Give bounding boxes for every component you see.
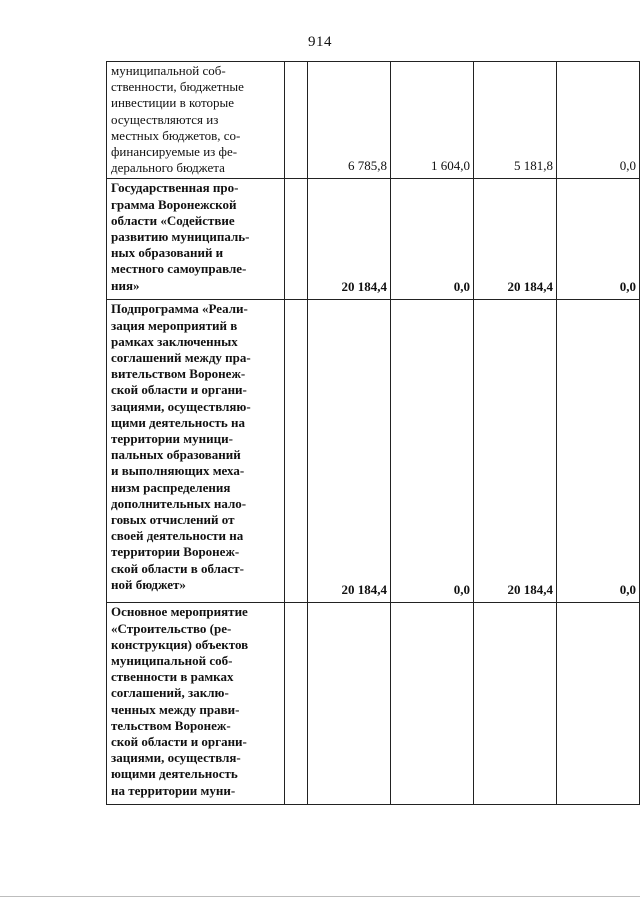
value-cell-3 [474,603,557,805]
page-bottom-rule [0,896,640,897]
budget-table [106,61,640,805]
empty-cell [285,179,308,300]
value-cell-1: 20 184,4 [308,300,391,603]
table-row [107,300,640,603]
value-cell-2: 0,0 [391,179,474,300]
row-name-cell: муниципальной соб- ственности, бюджетные инвестиции в которые осуществляются из местных бюджетов, со- финансируемые из фе- дерального бюджета [107,62,285,179]
value-cell-2 [391,603,474,805]
value-cell-1: 6 785,8 [308,62,391,179]
value-cell-2: 0,0 [391,300,474,603]
value-cell-3: 20 184,4 [474,300,557,603]
table-row [107,603,640,805]
row-name-cell: Основное мероприятие «Строительство (ре- конструкция) объектов муниципальной соб- ственности в рамках соглашений, заклю- ченных между прави- тельством Воронеж- ской области и органи- зациями, осуществля- ющими деятельность на территории муни- [107,603,285,805]
value-cell-4: 0,0 [557,300,640,603]
value-cell-4: 0,0 [557,179,640,300]
empty-cell [285,62,308,179]
page-number: 914 [308,34,332,50]
value-cell-1: 20 184,4 [308,179,391,300]
value-cell-3: 5 181,8 [474,62,557,179]
empty-cell [285,603,308,805]
value-cell-3: 20 184,4 [474,179,557,300]
row-name-cell: Подпрограмма «Реали- зация мероприятий в рамках заключенных соглашений между пра- вительством Воронеж- ской области и органи- зациями, осуществляю- щими деятельность на территории муници- пальных образований и выполняющих меха- низм распределения дополнительных нало- говых отчислений от своей деятельности на территории Воронеж- ской области в област- ной бюджет» [107,300,285,603]
value-cell-4: 0,0 [557,62,640,179]
value-cell-4 [557,603,640,805]
row-name-cell: Государственная про- грамма Воронежской области «Содействие развитию муниципаль- ных образований и местного самоуправле- ния» [107,179,285,300]
table-row [107,179,640,300]
value-cell-1 [308,603,391,805]
table-row [107,62,640,179]
empty-cell [285,300,308,603]
value-cell-2: 1 604,0 [391,62,474,179]
